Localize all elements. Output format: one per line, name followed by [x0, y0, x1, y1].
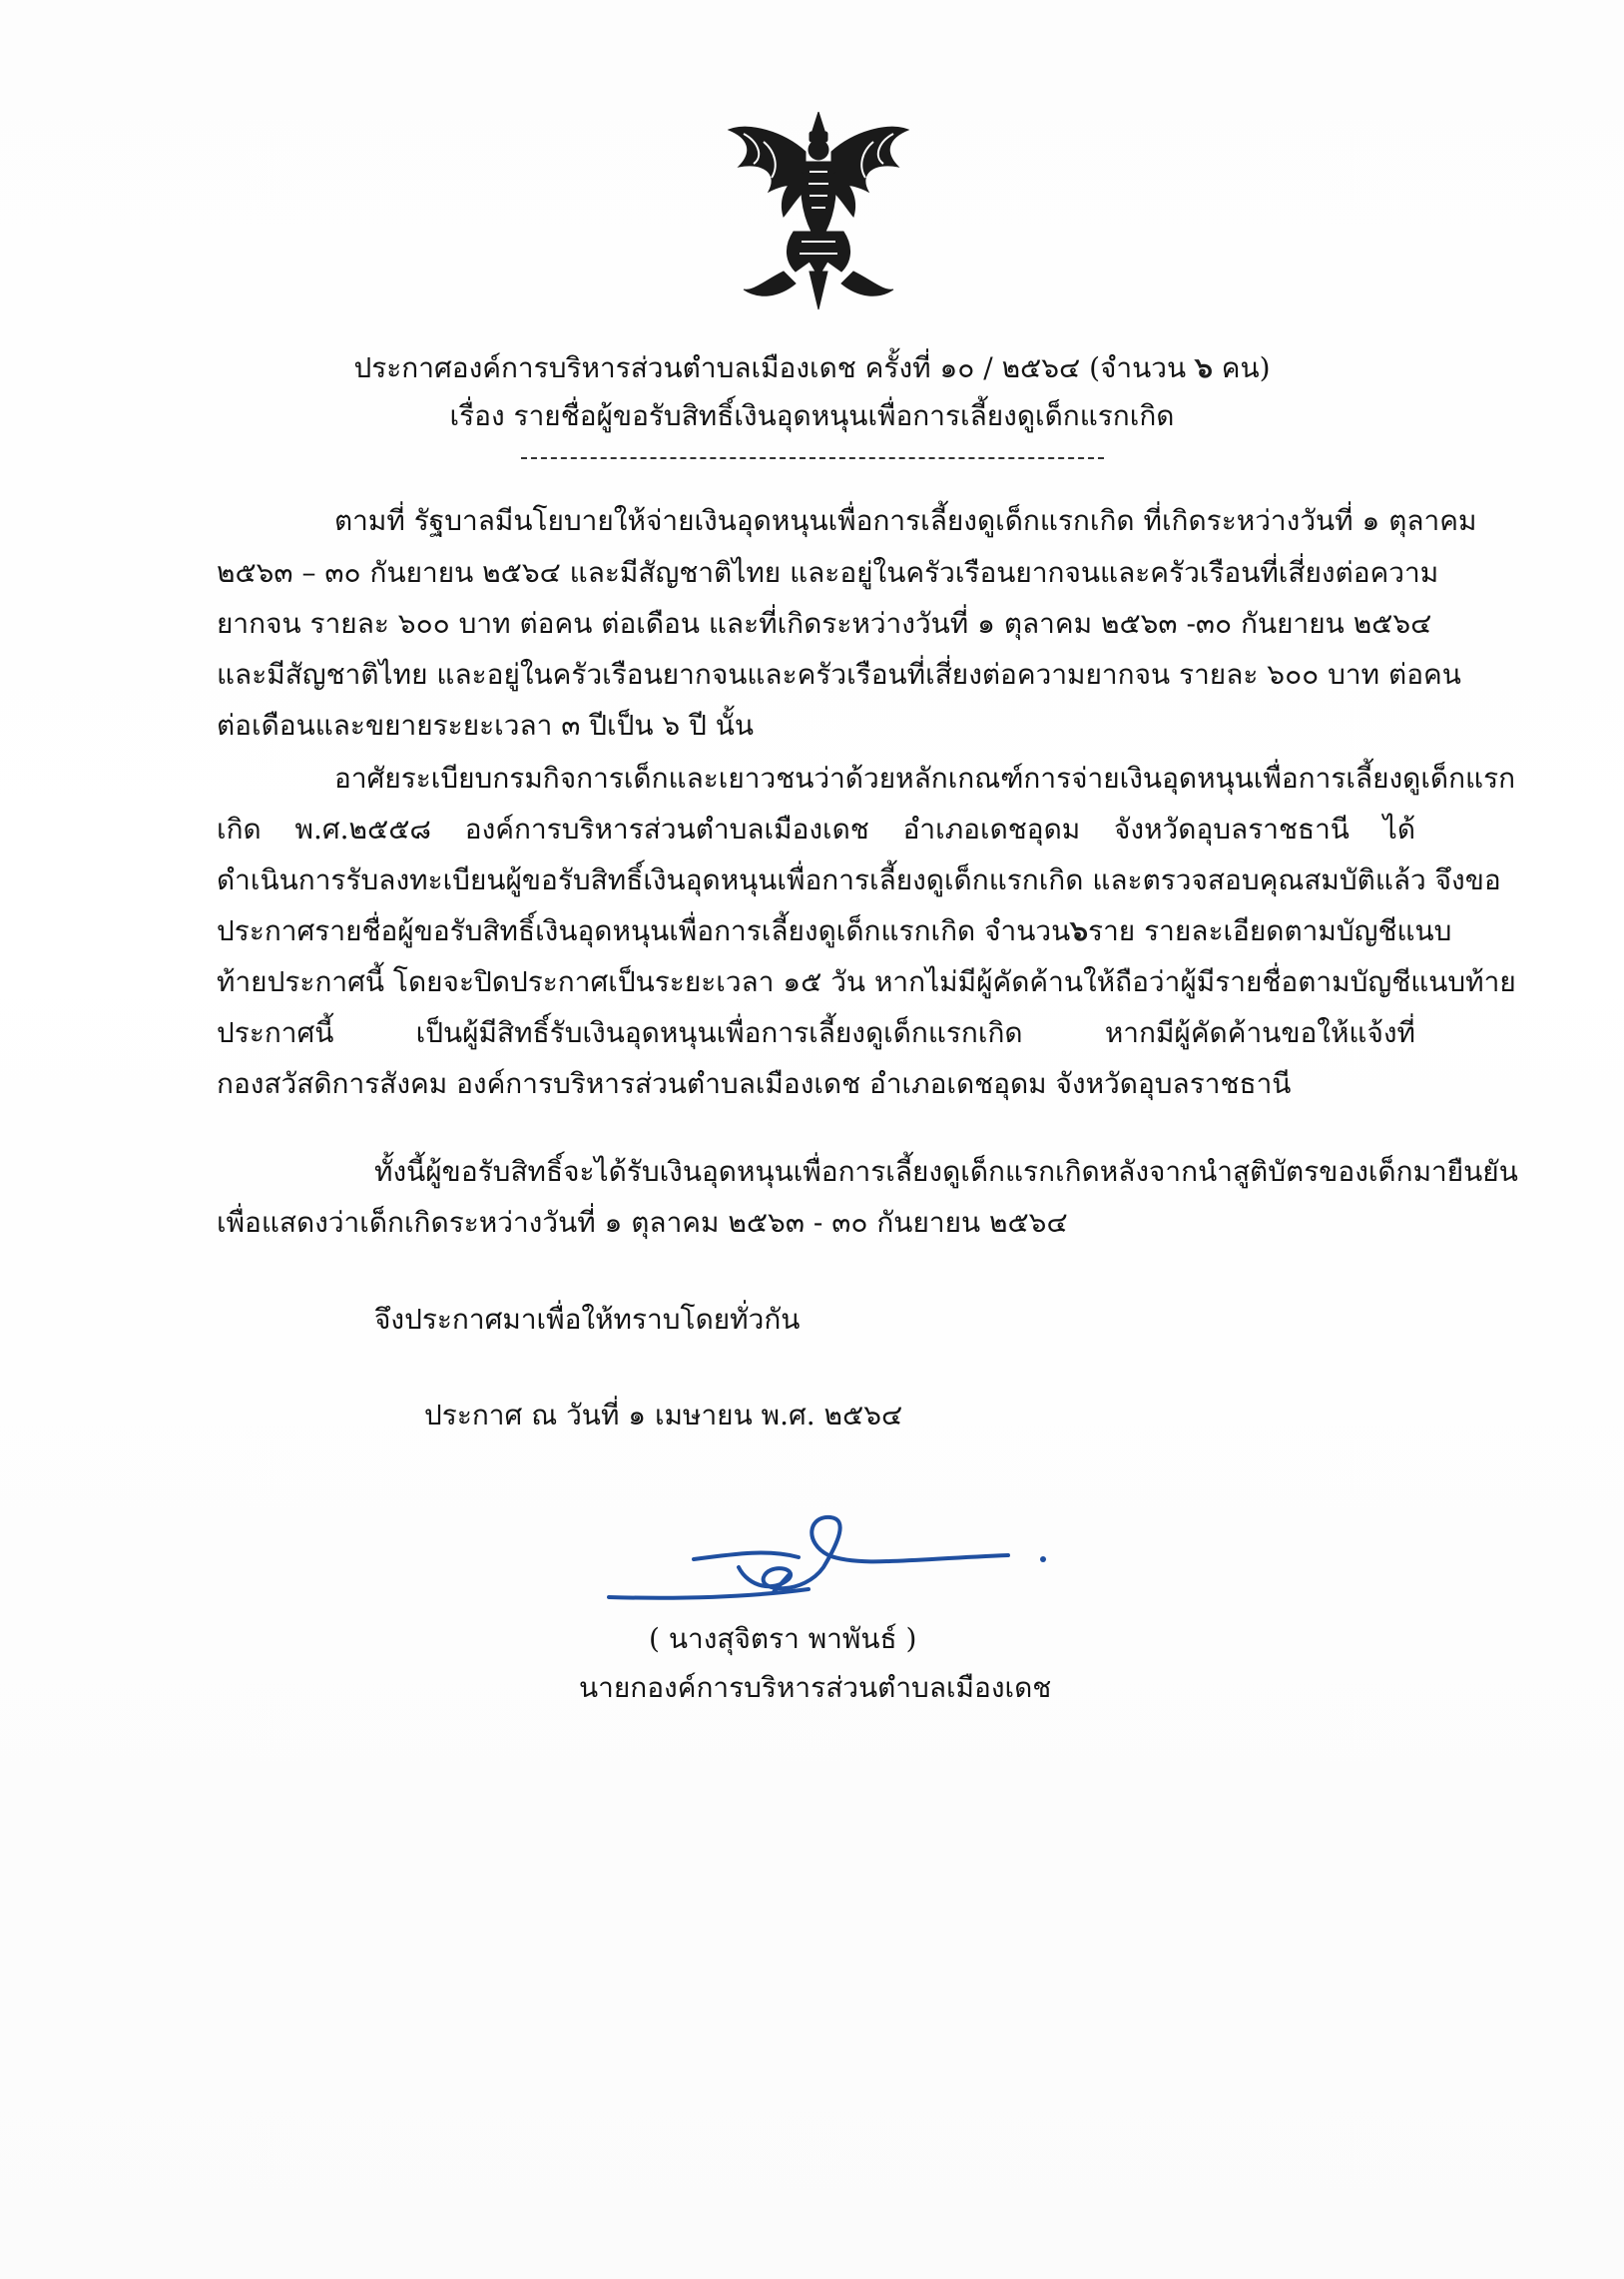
- announcement-title-text: ประกาศองค์การบริหารส่วนตำบลเมืองเดช ครั้งที่ ๑๐ / ๒๕๖๔ (จำนวน: [353, 351, 1196, 384]
- subject-line: เรื่อง รายชื่อผู้ขอรับสิทธิ์เงินอุดหนุนเพื่อการเลี้ยงดูเด็กแรกเกิด: [449, 399, 1175, 432]
- p3-line-2: เพื่อแสดงว่าเด็กเกิดระหว่างวันที่ ๑ ตุลาคม ๒๕๖๓ - ๓๐ กันยายน ๒๕๖๔: [217, 1206, 1068, 1239]
- signer-position: นายกองค์การบริหารส่วนตำบลเมืองเดช: [579, 1671, 1052, 1704]
- handwritten-count-2: ๖: [1070, 914, 1089, 947]
- p2-line-4-before: ประกาศรายชื่อผู้ขอรับสิทธิ์เงินอุดหนุนเพื่อการเลี้ยงดูเด็กแรกเกิด จำนวน: [217, 914, 1071, 947]
- divider-dashes: [521, 457, 1104, 459]
- p2-line-7: กองสวัสดิการสังคม องค์การบริหารส่วนตำบลเมืองเดช อำเภอเดชอุดม จังหวัดอุบลราชธานี: [217, 1067, 1292, 1100]
- p2-line-3: ดำเนินการรับลงทะเบียนผู้ขอรับสิทธิ์เงินอุดหนุนเพื่อการเลี้ยงดูเด็กแรกเกิด และตรวจสอบคุณสมบัติแล้ว จึงขอ: [217, 863, 1501, 896]
- p2-line-4: [217, 914, 1452, 947]
- handwritten-count: ๖: [1195, 351, 1213, 384]
- announcement-title-end: คน): [1212, 351, 1271, 384]
- p2-line-5: ท้ายประกาศนี้ โดยจะปิดประกาศเป็นระยะเวลา ๑๕ วัน หากไม่มีผู้คัดค้านให้ถือว่าผู้มีรายชื่อตามบัญชีแนบท้าย: [217, 965, 1516, 998]
- p2-line-6: ประกาศนี้ เป็นผู้มีสิทธิ์รับเงินอุดหนุนเพื่อการเลี้ยงดูเด็กแรกเกิด หากมีผู้คัดค้านขอให้แจ้งที่: [217, 1016, 1415, 1049]
- p2-line-1: อาศัยระเบียบกรมกิจการเด็กและเยาวชนว่าด้วยหลักเกณฑ์การจ่ายเงินอุดหนุนเพื่อการเลี้ยงดูเด็กแรก: [334, 762, 1516, 795]
- p1-line-4: และมีสัญชาติไทย และอยู่ในครัวเรือนยากจนและครัวเรือนที่เสี่ยงต่อความยากจน รายละ ๖๐๐ บาท ต่อคน: [217, 658, 1461, 691]
- signer-name: ( นางสุจิตรา พาพันธ์ ): [649, 1622, 917, 1655]
- p1-line-2: ๒๕๖๓ – ๓๐ กันยายน ๒๕๖๔ และมีสัญชาติไทย และอยู่ในครัวเรือนยากจนและครัวเรือนที่เสี่ยงต่อความ: [217, 556, 1439, 589]
- date-line: ประกาศ ณ วันที่ ๑ เมษายน พ.ศ. ๒๕๖๔: [424, 1399, 903, 1431]
- announcement-title: [299, 351, 1325, 384]
- p3-line-1: ทั้งนี้ผู้ขอรับสิทธิ์จะได้รับเงินอุดหนุนเพื่อการเลี้ยงดูเด็กแรกเกิดหลังจากนำสูติบัตรของเด็กมายืนยัน: [374, 1155, 1518, 1188]
- garuda-emblem-icon: [724, 112, 913, 311]
- p1-line-5: ต่อเดือนและขยายระยะเวลา ๓ ปีเป็น ๖ ปี นั้น: [217, 709, 755, 742]
- p1-line-3: ยากจน รายละ ๖๐๐ บาท ต่อคน ต่อเดือน และที่เกิดระหว่างวันที่ ๑ ตุลาคม ๒๕๖๓ -๓๐ กันยายน ๒๕๖๔: [217, 607, 1432, 640]
- p2-line-4-after: ราย รายละเอียดตามบัญชีแนบ: [1088, 914, 1452, 947]
- p1-line-1: ตามที่ รัฐบาลมีนโยบายให้จ่ายเงินอุดหนุนเพื่อการเลี้ยงดูเด็กแรกเกิด ที่เกิดระหว่างวันที่ ๑ ตุลาคม: [334, 504, 1477, 537]
- handwritten-signature: [599, 1497, 1058, 1617]
- p2-line-2: เกิด พ.ศ.๒๕๕๘ องค์การบริหารส่วนตำบลเมืองเดช อำเภอเดชอุดม จังหวัดอุบลราชธานี ได้: [217, 813, 1415, 846]
- closing-line: จึงประกาศมาเพื่อให้ทราบโดยทั่วกัน: [374, 1303, 801, 1336]
